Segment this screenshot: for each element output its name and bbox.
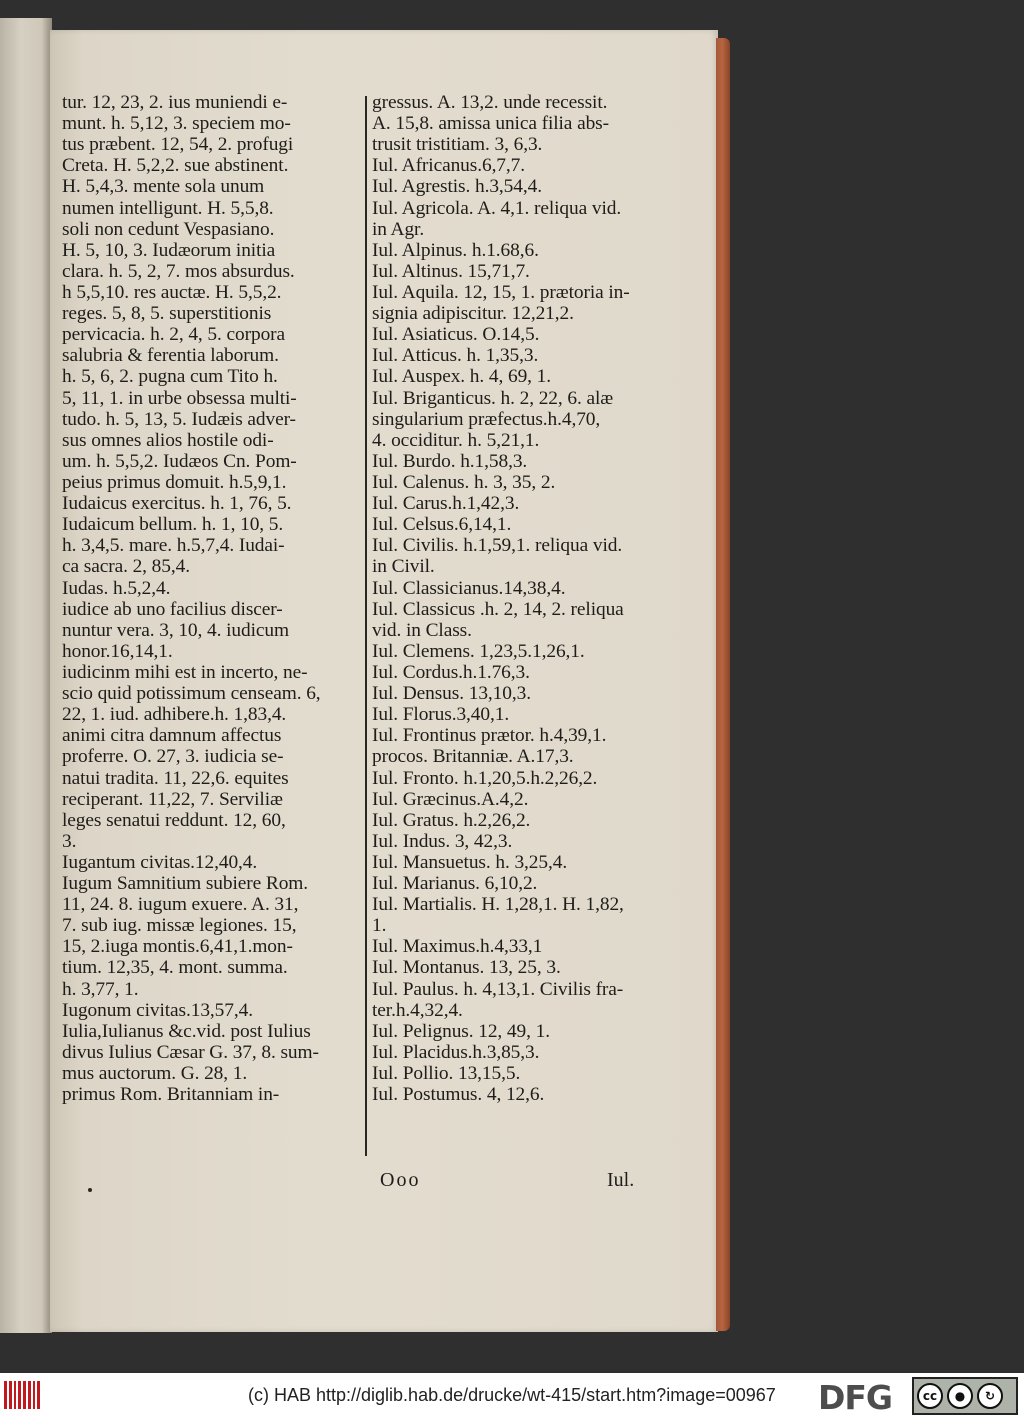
index-line: Iul. Frontinus prætor. h.4,39,1. <box>372 725 607 747</box>
index-line: 15, 2.iuga montis.6,41,1.mon- <box>62 936 293 958</box>
index-line: ca sacra. 2, 85,4. <box>62 556 190 578</box>
index-line: mus auctorum. G. 28, 1. <box>62 1063 248 1085</box>
index-line: Iul. Atticus. h. 1,35,3. <box>372 345 539 367</box>
index-line: leges senatui reddunt. 12, 60, <box>62 809 286 831</box>
index-line: Iul. Pelignus. 12, 49, 1. <box>372 1020 550 1042</box>
index-line: Iul. Martialis. H. 1,28,1. H. 1,82, <box>372 894 624 916</box>
index-line: 1. <box>372 915 387 937</box>
index-line: Iul. Civilis. h.1,59,1. reliqua vid. <box>372 535 623 557</box>
index-line: 22, 1. iud. adhibere.h. 1,83,4. <box>62 704 287 726</box>
previous-page-edge <box>0 18 52 1333</box>
index-line: primus Rom. Britanniam in- <box>62 1084 280 1106</box>
index-line: Iul. Gratus. h.2,26,2. <box>372 809 531 831</box>
index-line: Iugum Samnitium subiere Rom. <box>62 873 309 895</box>
index-line: Iul. Pollio. 13,15,5. <box>372 1063 521 1085</box>
index-line: Iugonum civitas.13,57,4. <box>62 999 253 1021</box>
index-line: Iudaicum bellum. h. 1, 10, 5. <box>62 514 284 536</box>
index-line: Creta. H. 5,2,2. sue abstinent. <box>62 155 289 177</box>
index-line: Iul. Montanus. 13, 25, 3. <box>372 957 561 979</box>
index-line: Iul. Placidus.h.3,85,3. <box>372 1041 540 1063</box>
index-line: vid. in Class. <box>372 619 472 641</box>
index-line: 3. <box>62 830 77 852</box>
index-line: h 5,5,10. res auctæ. H. 5,5,2. <box>62 281 282 303</box>
index-line: singularium præfectus.h.4,70, <box>372 408 601 430</box>
index-line: Iul. Auspex. h. 4, 69, 1. <box>372 366 552 388</box>
index-line: natui tradita. 11, 22,6. equites <box>62 767 289 789</box>
index-line: reciperant. 11,22, 7. Serviliæ <box>62 788 283 810</box>
index-line: Iul. Densus. 13,10,3. <box>372 683 531 705</box>
signature-mark: Ooo <box>380 1169 421 1191</box>
index-line: Iul. Briganticus. h. 2, 22, 6. alæ <box>372 387 614 409</box>
index-line: Iul. Mansuetus. h. 3,25,4. <box>372 851 568 873</box>
index-line: 5, 11, 1. in urbe obsessa multi- <box>62 387 297 409</box>
index-line: h. 3,4,5. mare. h.5,7,4. Iudai- <box>62 535 285 557</box>
index-line: Iul. Postumus. 4, 12,6. <box>372 1084 545 1106</box>
index-line: trusit tristitiam. 3, 6,3. <box>372 134 543 156</box>
index-line: tium. 12,35, 4. mont. summa. <box>62 957 288 979</box>
index-line: tur. 12, 23, 2. ius muniendi e- <box>62 92 288 113</box>
index-line: reges. 5, 8, 5. superstitionis <box>62 303 272 325</box>
index-line: tus præbent. 12, 54, 2. profugi <box>62 134 294 156</box>
index-line: soli non cedunt Vespasiano. <box>62 218 275 240</box>
index-line: 11, 24. 8. iugum exuere. A. 31, <box>62 894 299 916</box>
index-line: clara. h. 5, 2, 7. mos absurdus. <box>62 260 295 282</box>
by-icon: ● <box>947 1383 973 1409</box>
index-line: Iul. Altinus. 15,71,7. <box>372 260 530 282</box>
footer-bar <box>0 1373 1024 1418</box>
index-line: ter.h.4,32,4. <box>372 999 463 1021</box>
index-line: Iul. Paulus. h. 4,13,1. Civilis fra- <box>372 978 624 1000</box>
index-line: Iul. Cordus.h.1.76,3. <box>372 661 530 683</box>
index-line: H. 5,4,3. mente sola unum <box>62 176 265 198</box>
index-line: Iul. Clemens. 1,23,5.1,26,1. <box>372 640 585 662</box>
index-line: nuntur vera. 3, 10, 4. iudicum <box>62 619 289 641</box>
index-line: iudice ab uno facilius discer- <box>62 598 283 620</box>
index-column-right <box>372 92 682 1105</box>
index-line: scio quid potissimum censeam. 6, <box>62 683 321 705</box>
index-line: salubria & ferentia laborum. <box>62 345 279 367</box>
index-line: munt. h. 5,12, 3. speciem mo- <box>62 113 291 135</box>
index-line: in Agr. <box>372 218 425 240</box>
index-line: Iul. Calenus. h. 3, 35, 2. <box>372 471 556 493</box>
index-line: animi citra damnum affectus <box>62 725 282 747</box>
index-line: signia adipiscitur. 12,21,2. <box>372 303 574 325</box>
index-line: 4. occiditur. h. 5,21,1. <box>372 429 540 451</box>
index-line: Iul. Aquila. 12, 15, 1. prætoria in- <box>372 281 630 303</box>
index-line: in Civil. <box>372 556 435 578</box>
index-line: gressus. A. 13,2. unde recessit. <box>372 92 608 113</box>
index-line: Iul. Alpinus. h.1.68,6. <box>372 239 539 261</box>
index-line: Iul. Græcinus.A.4,2. <box>372 788 529 810</box>
index-line: Iul. Celsus.6,14,1. <box>372 514 512 536</box>
index-line: H. 5, 10, 3. Iudæorum initia <box>62 239 276 261</box>
copyright-credit[interactable]: (c) HAB http://diglib.hab.de/drucke/wt-415/start.htm?image=00967 <box>248 1385 776 1405</box>
index-line: proferre. O. 27, 3. iudicia se- <box>62 746 284 768</box>
index-line: divus Iulius Cæsar G. 37, 8. sum- <box>62 1041 319 1063</box>
index-line: sus omnes alios hostile odi- <box>62 429 274 451</box>
index-line: Iul. Carus.h.1,42,3. <box>372 493 520 515</box>
index-line: tudo. h. 5, 13, 5. Iudæis adver- <box>62 408 296 430</box>
cc-license-badge[interactable] <box>912 1377 1018 1415</box>
index-line: Iul. Burdo. h.1,58,3. <box>372 450 528 472</box>
index-line: Iudaicus exercitus. h. 1, 76, 5. <box>62 493 292 515</box>
index-line: um. h. 5,5,2. Iudæos Cn. Pom- <box>62 450 297 472</box>
index-line: Iul. Classicus .h. 2, 14, 2. reliqua <box>372 598 624 620</box>
index-line: h. 5, 6, 2. pugna cum Tito h. <box>62 366 278 388</box>
index-line: Iul. Agrestis. h.3,54,4. <box>372 176 542 198</box>
page-edge-red <box>716 38 730 1331</box>
index-line: procos. Britanniæ. A.17,3. <box>372 746 574 768</box>
cc-icon: cc <box>917 1383 943 1409</box>
sa-icon: ↻ <box>977 1383 1003 1409</box>
index-line: Iul. Agricola. A. 4,1. reliqua vid. <box>372 197 622 219</box>
index-line: Iul. Classicianus.14,38,4. <box>372 577 566 599</box>
barcode-logo-icon <box>4 1381 40 1409</box>
index-line: Iul. Maximus.h.4,33,1 <box>372 936 543 958</box>
index-line: Iul. Fronto. h.1,20,5.h.2,26,2. <box>372 767 598 789</box>
index-line: h. 3,77, 1. <box>62 978 139 1000</box>
index-line: pervicacia. h. 2, 4, 5. corpora <box>62 324 286 346</box>
dfg-logo: DFG <box>818 1378 893 1417</box>
index-line: Iulia,Iulianus &c.vid. post Iulius <box>62 1020 311 1042</box>
catchword: Iul. <box>607 1169 635 1191</box>
index-line: Iudas. h.5,2,4. <box>62 577 171 599</box>
index-line: honor.16,14,1. <box>62 640 173 662</box>
index-line: 7. sub iug. missæ legiones. 15, <box>62 915 297 937</box>
ink-dot <box>88 1188 92 1192</box>
index-line: A. 15,8. amissa unica filia abs- <box>372 113 609 135</box>
index-line: Iul. Florus.3,40,1. <box>372 704 510 726</box>
index-line: Iul. Marianus. 6,10,2. <box>372 873 538 895</box>
index-line: Iul. Indus. 3, 42,3. <box>372 830 513 852</box>
index-line: Iugantum civitas.12,40,4. <box>62 851 258 873</box>
index-line: iudicinm mihi est in incerto, ne- <box>62 661 308 683</box>
index-line: Iul. Africanus.6,7,7. <box>372 155 525 177</box>
index-line: Iul. Asiaticus. O.14,5. <box>372 324 540 346</box>
index-line: numen intelligunt. H. 5,5,8. <box>62 197 274 219</box>
index-line: peius primus domuit. h.5,9,1. <box>62 471 287 493</box>
column-divider <box>365 96 367 1156</box>
index-column-left <box>62 92 362 1105</box>
